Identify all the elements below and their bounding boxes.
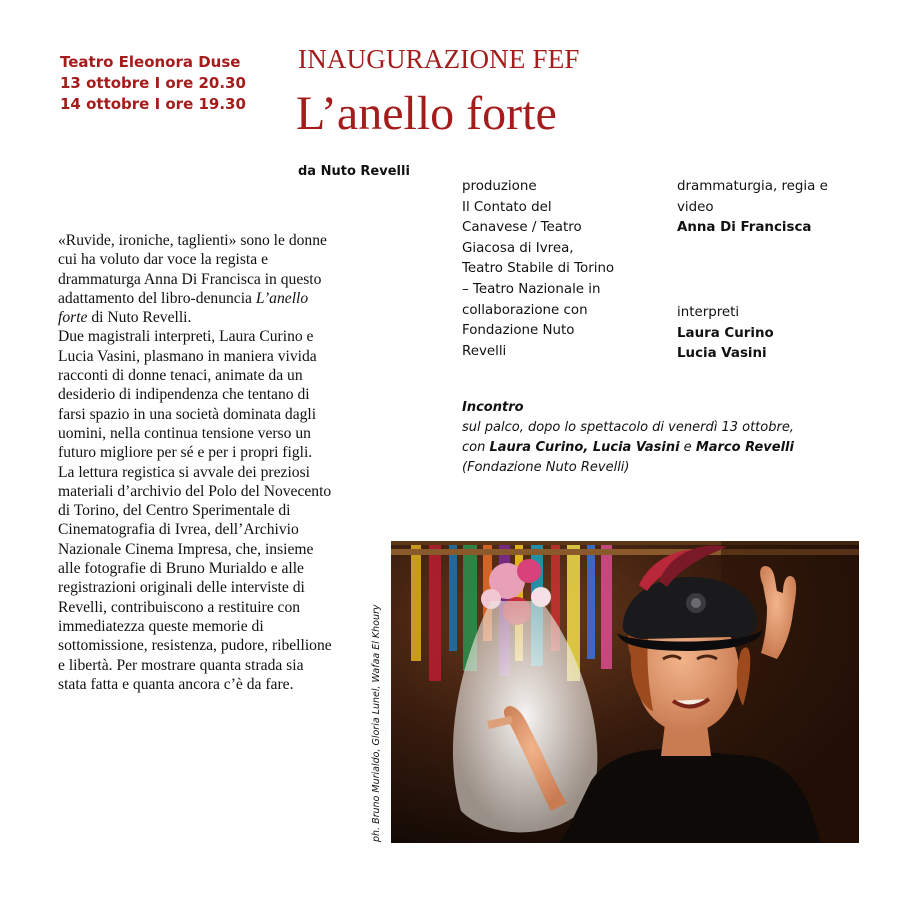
performance-date-2: 14 ottobre I ore 19.30 <box>60 95 246 113</box>
photo-credit: ph. Bruno Murialdo, Gloria Lunel, Wafaa El Khoury <box>371 604 382 842</box>
production-label: produzione <box>462 179 537 194</box>
production-line: Fondazione Nuto <box>462 323 575 339</box>
description-text <box>58 231 334 694</box>
guest-names: Laura Curino, Lucia Vasini <box>489 440 680 455</box>
production-line: Canavese / Teatro <box>462 220 582 236</box>
meeting-guests: con Laura Curino, Lucia Vasini e Marco Revelli <box>462 440 794 455</box>
direction-label: video <box>677 199 714 215</box>
description-paragraph-1: «Ruvide, ironiche, taglienti» sono le donne cui ha voluto dar voce la regista e drammaturga Anna Di Francisca in questo adattamento del libro-denuncia L’anello forte di Nuto Revelli. <box>58 232 327 327</box>
production-line: – Teatro Nazionale in <box>462 281 601 297</box>
performance-date-1: 13 ottobre I ore 20.30 <box>60 74 246 92</box>
meeting-info <box>462 398 794 478</box>
event-kicker: INAUGURAZIONE FEF <box>298 44 580 74</box>
production-line: collaborazione con <box>462 302 588 318</box>
guest-name: Marco Revelli <box>695 440 794 455</box>
cast-label: interpreti <box>677 305 740 320</box>
cast-credit <box>677 303 774 365</box>
description-paragraph-2: Due magistrali interpreti, Laura Curino e Lucia Vasini, plasmano in maniera vivida racconti di donne tenaci, animate da un desiderio di indipendenza che tentano di farsi spazio in una società dominata dagli uomini, nella continua tensione verso un futuro migliore per sé e per i propri figli. <box>58 328 317 462</box>
production-line: Giacosa di Ivrea, <box>462 240 574 256</box>
director-name: Anna Di Francisca <box>677 220 812 236</box>
production-credit <box>462 177 614 362</box>
cast-member: Lucia Vasini <box>677 346 767 362</box>
production-line: Teatro Stabile di Torino <box>462 261 615 277</box>
meeting-affiliation: (Fondazione Nuto Revelli) <box>462 460 630 475</box>
stage-photo <box>391 541 859 843</box>
show-title: L’anello forte <box>296 87 557 140</box>
meeting-when: sul palco, dopo lo spettacolo di venerdì 13 ottobre, <box>462 420 794 435</box>
book-title: L’anello forte <box>58 289 309 327</box>
author-credit: da Nuto Revelli <box>298 164 410 179</box>
description-paragraph-3: La lettura registica si avvale dei preziosi materiali d’archivio del Polo del Novecento di Torino, del Centro Sperimentale di Cinematografia di Ivrea, dell’Archivio Nazionale Cinema Impresa, che, insieme alle fotografie di Bruno Murialdo e alle registrazioni originali delle interviste di Revelli, contribuiscono a restituire con immediatezza queste memorie di sottomissione, resistenza, pudore, ribellione e libertà. Per mostrare quanta strada sia stata fatta e quanta ancora c’è da fare. <box>58 463 332 693</box>
direction-label: drammaturgia, regia e <box>677 179 828 194</box>
direction-credit <box>677 177 828 239</box>
meeting-heading: Incontro <box>462 400 524 415</box>
venue-name: Teatro Eleonora Duse <box>60 53 241 71</box>
venue-info <box>60 52 246 115</box>
production-line: Il Contato del <box>462 199 552 215</box>
cast-member: Laura Curino <box>677 325 774 341</box>
production-line: Revelli <box>462 343 507 359</box>
